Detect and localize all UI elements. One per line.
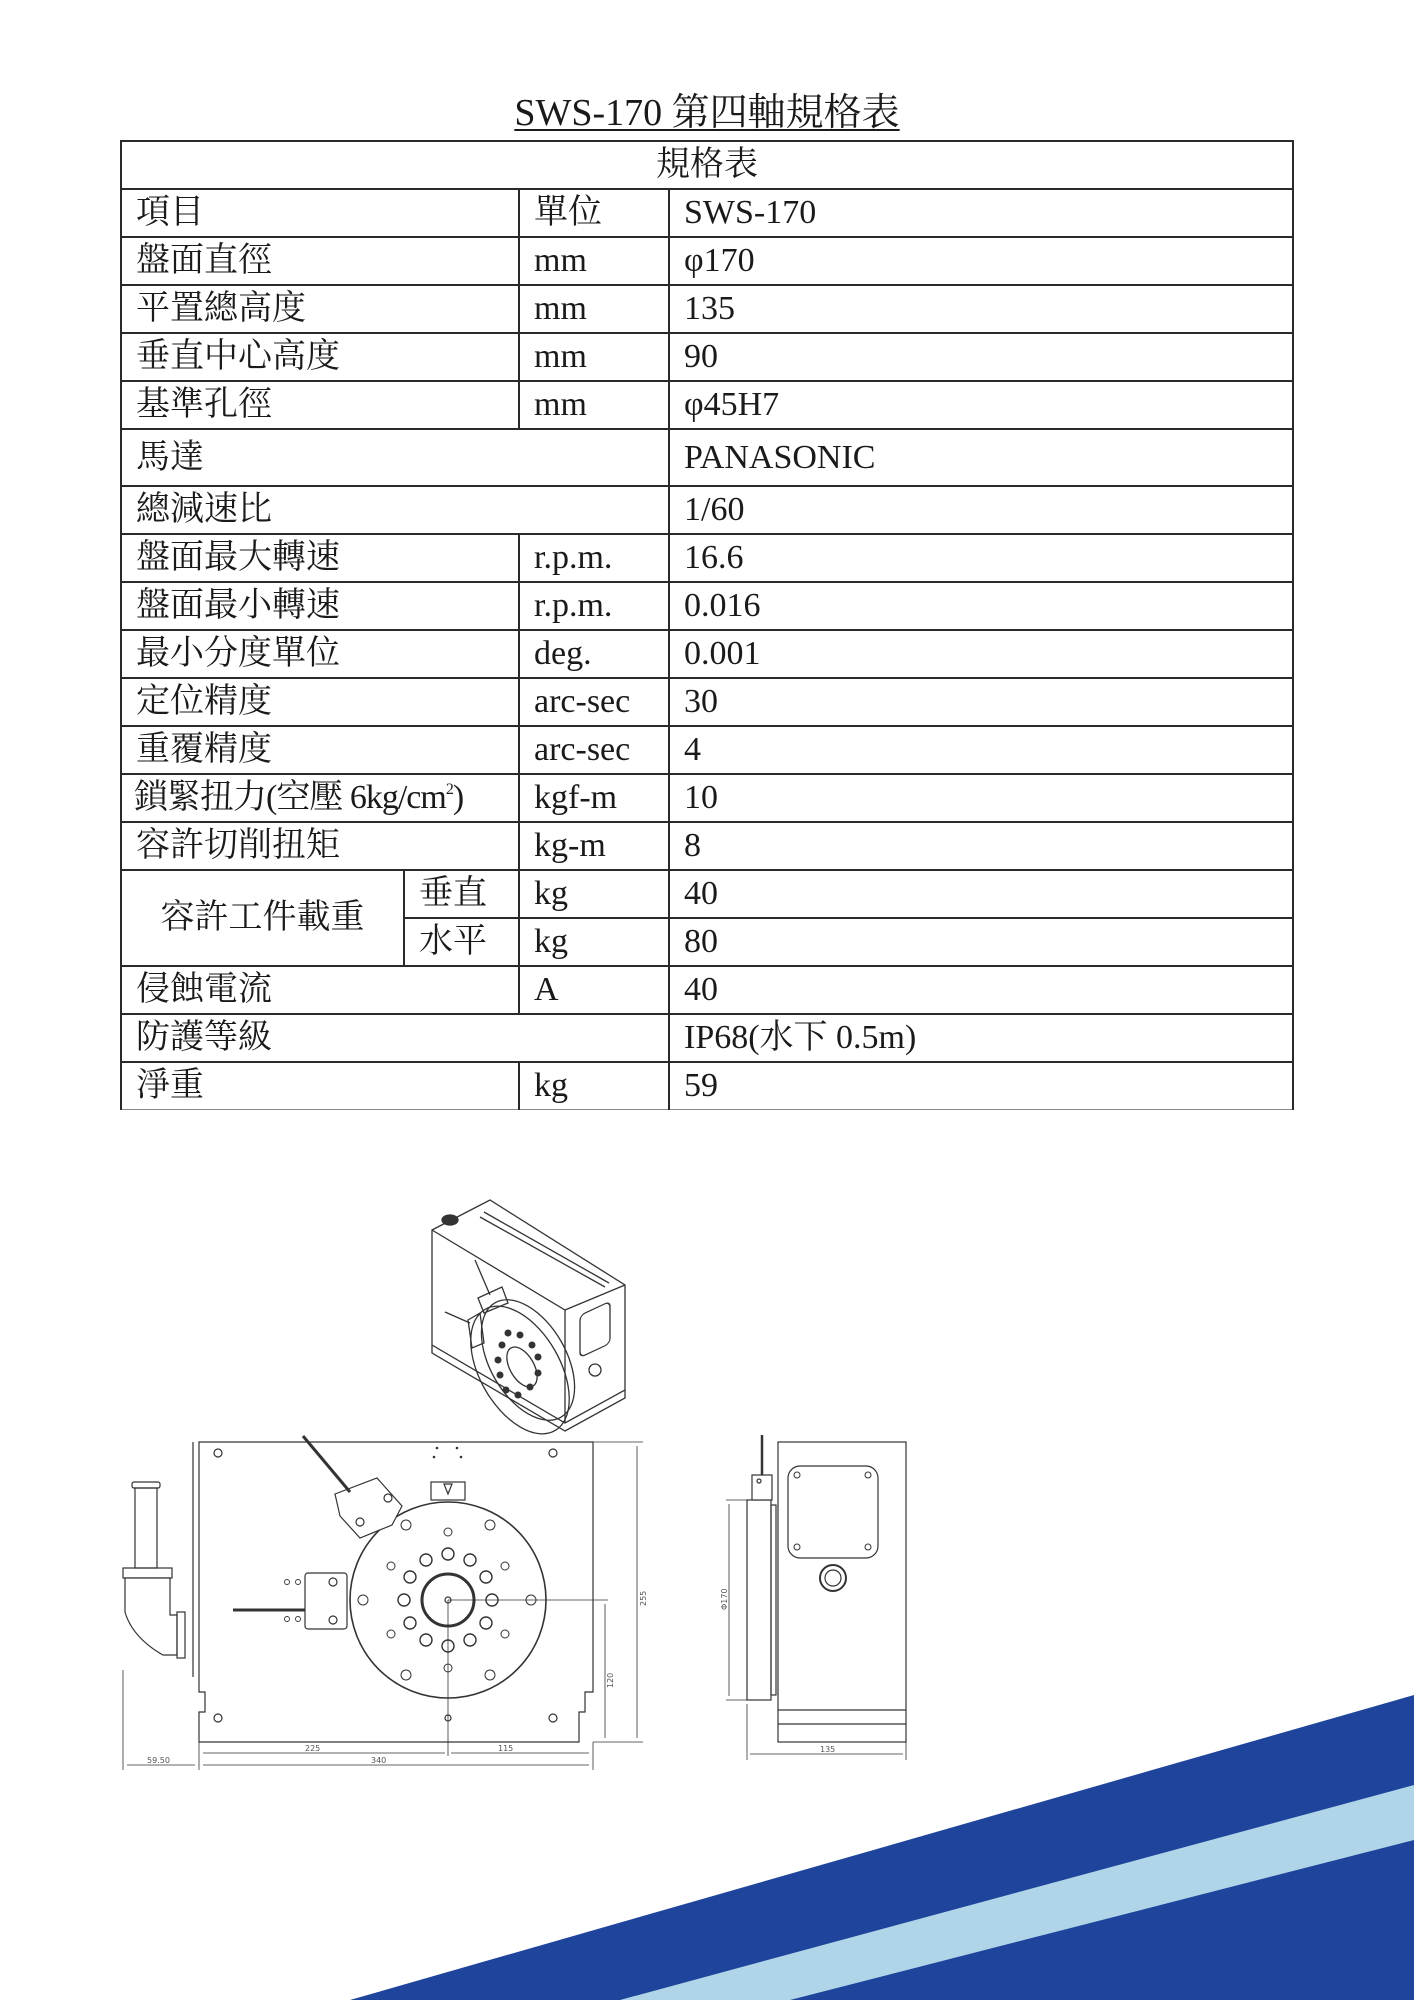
row-unit: mm (519, 237, 669, 285)
row-value: 4 (669, 726, 1293, 774)
dim-height: 255 (639, 1590, 648, 1606)
row-item: 基準孔徑 (121, 381, 519, 429)
row-value: 40 (669, 966, 1293, 1014)
row-value: 80 (669, 918, 1293, 966)
row-unit: kg (519, 870, 669, 918)
row-value: 90 (669, 333, 1293, 381)
row-unit: r.p.m. (519, 582, 669, 630)
row-unit: arc-sec (519, 726, 669, 774)
row-unit: kg (519, 1062, 669, 1110)
workload-vertical-label: 垂直 (404, 870, 519, 918)
row-item: 容許切削扭矩 (121, 822, 519, 870)
dim-face-diameter: Φ170 (720, 1588, 729, 1610)
row-unit: mm (519, 285, 669, 333)
row-item: 防護等級 (121, 1014, 669, 1062)
dim-to-center: 225 (305, 1744, 321, 1753)
dim-center-to-right: 115 (498, 1744, 514, 1753)
header-unit: 單位 (519, 189, 669, 237)
row-value: PANASONIC (669, 429, 1293, 486)
row-value: 1/60 (669, 486, 1293, 534)
row-value: 135 (669, 285, 1293, 333)
row-item: 總減速比 (121, 486, 669, 534)
row-item: 盤面最大轉速 (121, 534, 519, 582)
dim-center-height: 120 (606, 1672, 615, 1688)
row-item: 定位精度 (121, 678, 519, 726)
row-value: IP68(水下 0.5m) (669, 1014, 1293, 1062)
dim-total-width: 340 (371, 1756, 387, 1765)
row-value: 8 (669, 822, 1293, 870)
row-value: 59 (669, 1062, 1293, 1110)
row-unit: arc-sec (519, 678, 669, 726)
row-value: 16.6 (669, 534, 1293, 582)
row-value: 40 (669, 870, 1293, 918)
header-item: 項目 (121, 189, 519, 237)
row-unit: deg. (519, 630, 669, 678)
row-unit: r.p.m. (519, 534, 669, 582)
workload-horizontal-label: 水平 (404, 918, 519, 966)
workload-label: 容許工件載重 (121, 870, 404, 966)
row-unit: mm (519, 333, 669, 381)
row-item: 盤面直徑 (121, 237, 519, 285)
row-unit: kg-m (519, 822, 669, 870)
row-value: 0.001 (669, 630, 1293, 678)
row-item: 重覆精度 (121, 726, 519, 774)
row-item: 盤面最小轉速 (121, 582, 519, 630)
row-value: 10 (669, 774, 1293, 822)
row-item-tail: ) (452, 779, 464, 816)
document-title-text: SWS-170 第四軸規格表 (514, 92, 900, 134)
row-item-text: 鎖緊扭力(空壓 6kg/cm (134, 779, 446, 816)
dim-depth: 135 (820, 1745, 836, 1754)
row-item: 最小分度單位 (121, 630, 519, 678)
row-item: 馬達 (121, 429, 669, 486)
row-value: φ45H7 (669, 381, 1293, 429)
row-item: 淨重 (121, 1062, 519, 1110)
row-item: 平置總高度 (121, 285, 519, 333)
row-value: φ170 (669, 237, 1293, 285)
row-unit: A (519, 966, 669, 1014)
row-item: 垂直中心高度 (121, 333, 519, 381)
dim-motor-offset: 59.50 (147, 1756, 170, 1765)
table-caption: 規格表 (121, 141, 1293, 189)
row-unit: kgf-m (519, 774, 669, 822)
row-unit: kg (519, 918, 669, 966)
superscript: 2 (445, 781, 453, 798)
row-value: 0.016 (669, 582, 1293, 630)
header-model: SWS-170 (669, 189, 1293, 237)
row-item: 侵蝕電流 (121, 966, 519, 1014)
row-value: 30 (669, 678, 1293, 726)
row-unit: mm (519, 381, 669, 429)
